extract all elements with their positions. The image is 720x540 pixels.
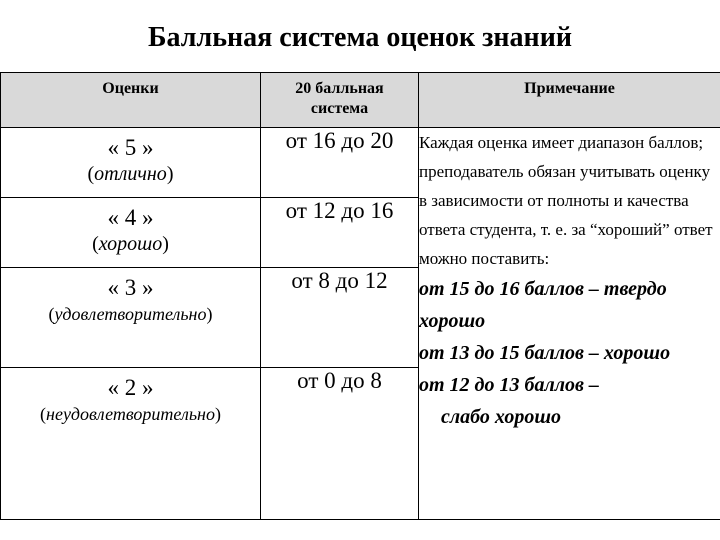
header-scale-label [261, 73, 418, 119]
note-item: от 13 до 15 баллов – хорошо [419, 342, 671, 364]
header-scale [261, 73, 419, 128]
note-item: слабо хорошо [441, 406, 562, 428]
grade-word: (удовлетворительно) [48, 304, 213, 324]
header-grades [1, 73, 261, 128]
header-note [419, 73, 720, 128]
note-item: от 15 до 16 баллов – твердо хорошо [419, 278, 667, 332]
page-title: Балльная система оценок знаний [148, 22, 572, 53]
grade-cell [1, 268, 261, 368]
table-row [1, 128, 720, 198]
header-scale-line1: 20 балльная [295, 80, 384, 97]
grade-number: « 3 » [107, 275, 154, 300]
header-scale-line2: система [310, 100, 369, 117]
score-range: от 12 до 16 [261, 198, 419, 268]
grade-number: « 5 » [107, 135, 154, 160]
score-range: от 16 до 20 [261, 128, 419, 198]
grade-cell [1, 198, 261, 268]
grade-word-text: удовлетворительно [54, 304, 207, 324]
grade-word: (хорошо) [92, 233, 169, 255]
header-grades-label: Оценки [102, 80, 159, 97]
note-text: Каждая оценка имеет диапазон баллов; преподаватель обязан учитывать оценку в зависимости от полноты и качества ответа студента, т. е. за “хороший” ответ можно поставить: [419, 133, 713, 268]
table-header-row [1, 73, 720, 128]
grade-number: « 4 » [107, 205, 154, 230]
note-cell [419, 128, 720, 520]
grade-word-text: отлично [94, 163, 167, 185]
grade-word: (отлично) [87, 163, 174, 185]
grade-word-text: неудовлетворительно [46, 404, 215, 424]
grade-word-text: хорошо [98, 233, 163, 255]
grade-cell [1, 368, 261, 520]
grade-cell [1, 128, 261, 198]
note-item: от 12 до 13 баллов – [419, 374, 599, 396]
header-note-label: Примечание [524, 80, 615, 97]
grading-table [0, 72, 720, 520]
score-range: от 8 до 12 [261, 268, 419, 368]
grade-word: (неудовлетворительно) [40, 404, 221, 424]
score-range: от 0 до 8 [261, 368, 419, 520]
grade-number: « 2 » [107, 375, 154, 400]
